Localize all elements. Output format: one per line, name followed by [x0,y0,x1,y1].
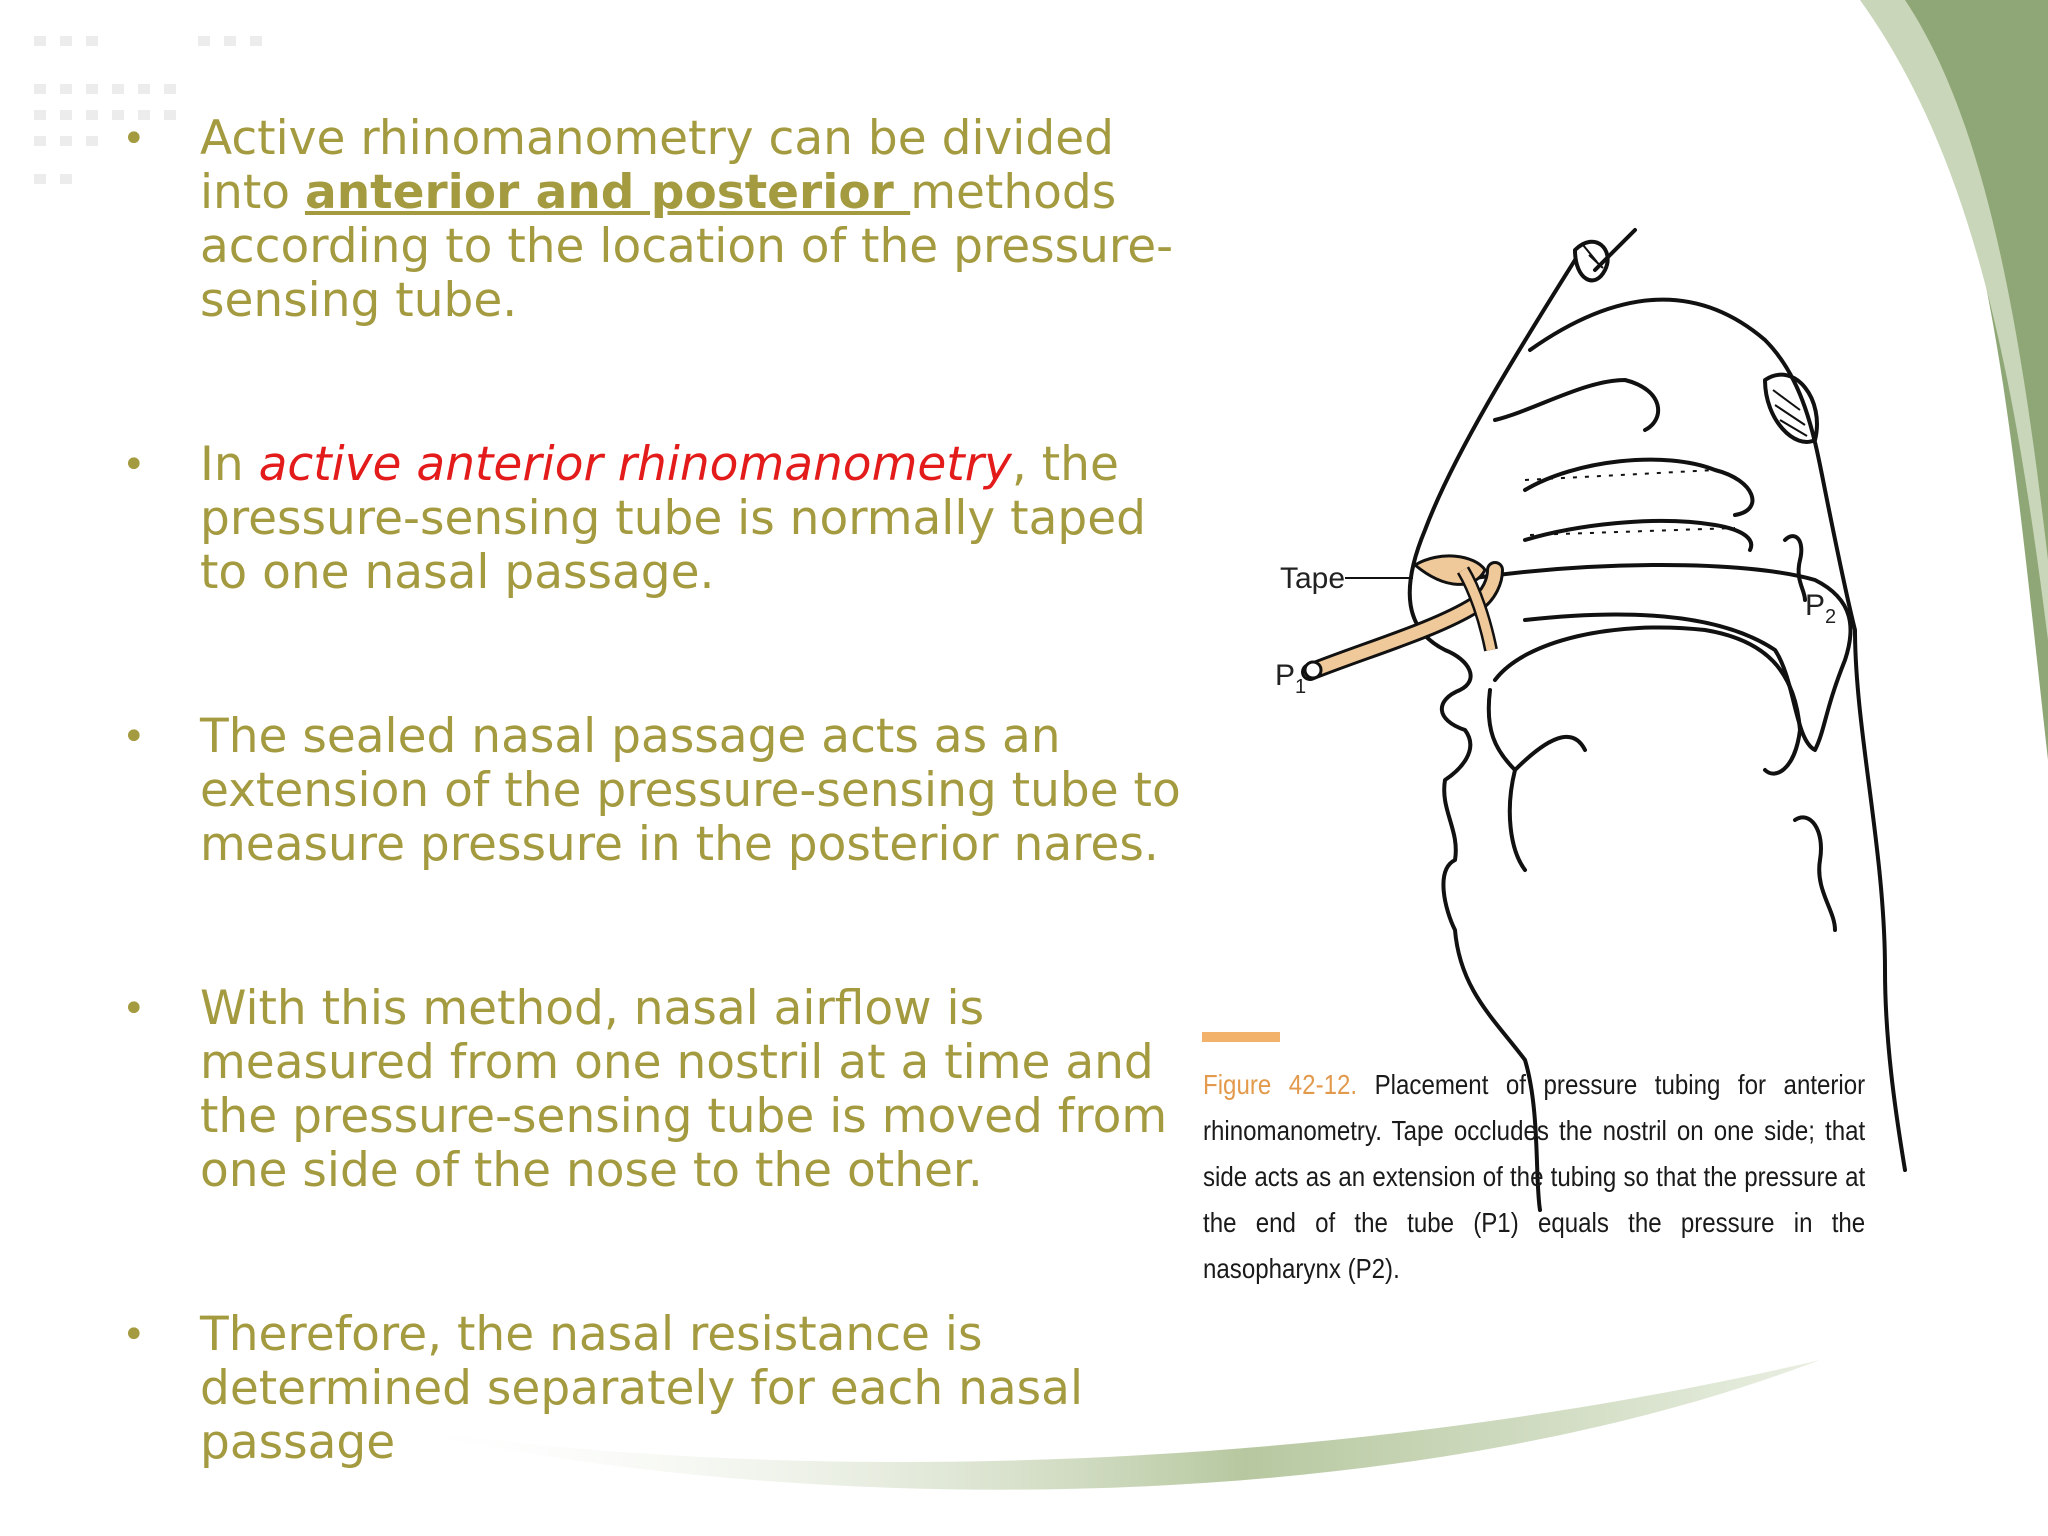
tongue-arc [1495,627,1800,773]
label-tape: Tape [1280,562,1346,595]
bullet-dot: • [122,714,146,760]
bullet-item-5: • Therefore, the nasal resistance is determined separately for each nasal passage [122,1307,1084,1470]
bullet-item-4: • With this method, nasal airflow is measured from one nostril at a time and the pressure-sensing tube is moved from one side of the nose to the other. [122,981,1168,1198]
sphenoid-sinus [1765,375,1817,442]
bullet-list [110,112,1200,1470]
caption-accent-bar [1202,1032,1280,1042]
bullet-dot: • [122,116,146,162]
bullet-dot: • [122,442,146,488]
bullet-item-1: • Active rhinomanometry can be divided into anterior and posterior methods according to the location of the pressure-sensing tube. [122,111,1174,328]
bullet-dot: • [122,1312,146,1358]
label-p2: $P_2$ [1805,589,1837,628]
label-p1: $P_1$ [1275,659,1307,698]
bullet-item-2: • In active anterior rhinomanometry, the pressure-sensing tube is normally taped to one nasal passage. [122,437,1146,600]
turbinate-lower [1525,521,1751,550]
turbinate-upper [1495,380,1658,430]
figure-label: Figure 42-12. [1203,1069,1358,1100]
bullet-item-3: • The sealed nasal passage acts as an extension of the pressure-sensing tube to measure pressure in the posterior nares. [122,709,1181,872]
turbinate-middle [1525,460,1752,515]
bullet-dot: • [122,986,146,1032]
figure-caption: Figure 42-12. Placement of pressure tubing for anterior rhinomanometry. Tape occludes the nostril on one side; that side acts as an extension of the tubing so that the pressure at the end of the tube (P1) equals the pressure in the nasopharynx (P2). [1203,1069,1866,1284]
emphasis-anterior-posterior: anterior and posterior [304,165,911,220]
emphasis-active-anterior: active anterior rhinomanometry [258,437,1012,492]
nasal-cavity-roof [1530,230,1905,1170]
